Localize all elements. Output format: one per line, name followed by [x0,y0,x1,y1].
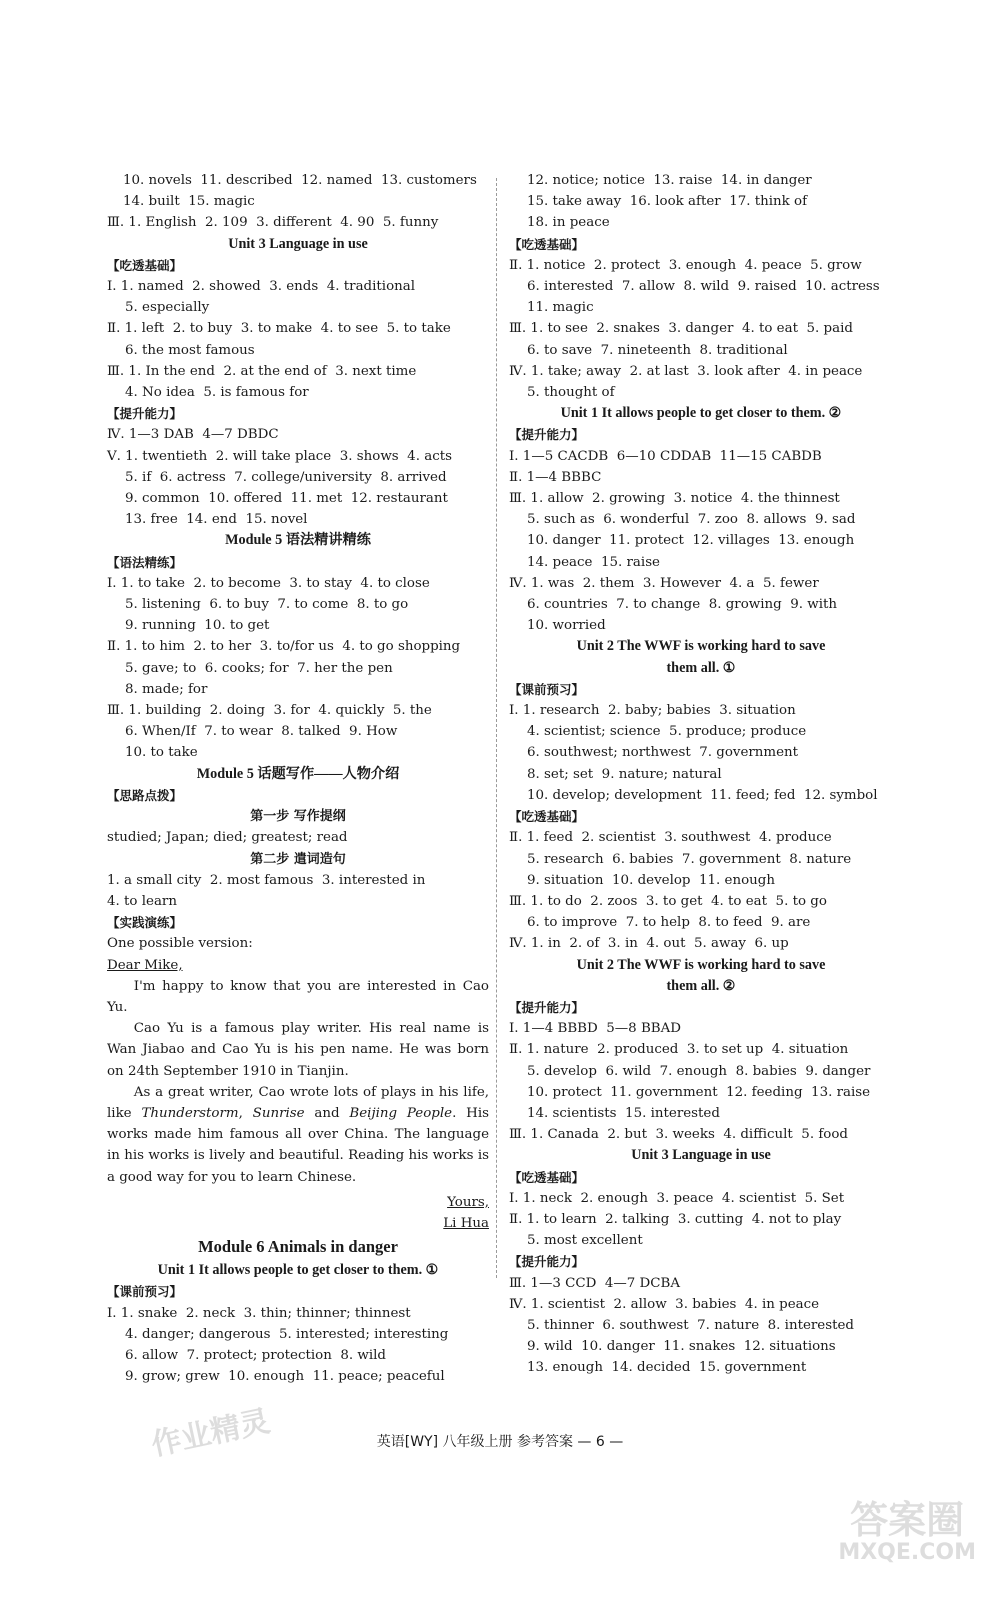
section-heading: Unit 3 Language in use [228,235,368,252]
answer-line: 5. such as 6. wonderful 7. zoo 8. allows 9. sad [527,512,856,528]
letter-greeting: Dear Mike, [107,957,183,973]
answer-line: 6. the most famous [125,342,255,358]
section-tag: 【实践演练】 [107,915,183,931]
answer-line: 8. set; set 9. nature; natural [527,766,722,782]
answer-line: 14. peace 15. raise [527,554,660,570]
section-heading: them all. ② [666,977,736,994]
answer-line: Ⅱ. 1. notice 2. protect 3. enough 4. peace 5. grow [509,257,862,273]
answer-line: Ⅱ. 1. left 2. to buy 3. to make 4. to see 5. to take [107,321,451,337]
answer-line: Ⅲ. 1. building 2. doing 3. for 4. quickly 5. the [107,703,432,719]
section-tag: 【提升能力】 [107,406,183,422]
answer-line: Ⅰ. 1. snake 2. neck 3. thin; thinner; thinnest [107,1305,411,1321]
paragraph-text: , [238,1105,253,1121]
answer-line: 6. to save 7. nineteenth 8. traditional [527,342,788,358]
section-heading: Module 5 语法精讲精练 [225,532,371,549]
section-heading: Unit 1 It allows people to get closer to them. ① [157,1262,439,1279]
answer-line: Ⅰ. 1. to take 2. to become 3. to stay 4. to close [107,575,430,591]
answer-line: 9. running 10. to get [125,618,270,634]
answer-line: Ⅲ. 1. to see 2. snakes 3. danger 4. to eat 5. paid [509,321,853,337]
paragraph-text: . His works made him famous all over China. The language in his works is lively and beautiful. Reading his works is a good way for you to learn Chinese. [107,1105,489,1185]
answer-line: 13. free 14. end 15. novel [125,512,308,528]
answer-line: studied; Japan; died; greatest; read [107,830,348,846]
answer-line: 4. scientist; science 5. produce; produce [527,724,807,740]
answer-line: Ⅱ. 1. to learn 2. talking 3. cutting 4. not to play [509,1211,842,1227]
section-tag: 【提升能力】 [509,1254,585,1270]
answer-line: Ⅱ. 1. nature 2. produced 3. to set up 4. situation [509,1042,849,1058]
answer-line: 14. built 15. magic [123,194,255,210]
page-footer: 英语[WY] 八年级上册 参考答案 — 6 — [376,1434,624,1450]
section-heading: Unit 2 The WWF is working hard to save [576,956,826,973]
answer-line: 15. take away 16. look after 17. think of [527,194,808,210]
watermark-logo: 作业精灵 [148,1403,274,1464]
section-tag: 【语法精练】 [107,554,183,570]
answer-line: 12. notice; notice 13. raise 14. in danger [527,173,812,188]
answer-line: Ⅴ. 1. twentieth 2. will take place 3. shows 4. acts [107,448,452,464]
answer-line: 13. enough 14. decided 15. government [527,1360,807,1376]
work-title: Thunderstorm [141,1105,239,1121]
work-title: Beijing People [349,1105,453,1121]
paragraph-text: and [304,1105,350,1121]
answer-line: Ⅰ. 1. research 2. baby; babies 3. situation [509,703,796,719]
work-title: Sunrise [252,1105,305,1121]
section-heading: Unit 3 Language in use [631,1147,771,1164]
answer-line: 5. research 6. babies 7. government 8. nature [527,851,852,867]
answer-line: 10. danger 11. protect 12. villages 13. enough [527,533,855,549]
module-heading: Module 6 Animals in danger [198,1237,398,1257]
answer-line: 6. interested 7. allow 8. wild 9. raised 10. actress [527,279,880,295]
answer-line: 4. to learn [107,893,177,909]
section-tag: 【吃透基础】 [509,1169,585,1185]
answer-line: 9. wild 10. danger 11. snakes 12. situations [527,1339,836,1355]
section-tag: 【思路点拨】 [107,787,183,803]
letter-signature: Li Hua [443,1215,489,1231]
watermark-text: MXQE.COM [838,1540,976,1565]
letter-closing: Yours, [447,1194,489,1210]
answer-line: 8. made; for [125,681,208,697]
answer-line: 1. a small city 2. most famous 3. interested in [107,872,426,888]
answer-line: Ⅰ. 1. named 2. showed 3. ends 4. traditional [107,279,416,295]
answer-line: Ⅲ. 1. Canada 2. but 3. weeks 4. difficult 5. food [509,1127,848,1143]
section-tag: 【课前预习】 [107,1284,183,1300]
left-column [107,170,489,1387]
answer-line: 11. magic [527,300,594,316]
right-column [509,170,893,1379]
answer-line: 5. especially [125,300,210,316]
answer-line: Ⅳ. 1—3 DAB 4—7 DBDC [107,427,279,443]
section-tag: 【吃透基础】 [509,809,585,825]
answer-line: Ⅲ. 1. English 2. 109 3. different 4. 90 5. funny [107,215,439,231]
answer-line: 4. danger; dangerous 5. interested; interesting [125,1326,449,1342]
answer-line: 9. situation 10. develop 11. enough [527,872,775,888]
section-heading: Unit 2 The WWF is working hard to save [576,638,826,655]
letter-paragraph: Cao Yu is a famous play writer. His real name is Wan Jiabao and Cao Yu is his pen name. He was born on 24th September 1910 in Tianjin. [107,1021,489,1079]
answer-line: 5. thought of [527,385,615,401]
answer-line: 14. scientists 15. interested [527,1105,720,1121]
answer-line: 9. grow; grew 10. enough 11. peace; peaceful [125,1369,445,1385]
answer-line: 10. worried [527,618,606,634]
watermark-logo [838,1500,976,1566]
answer-line: 18. in peace [527,215,610,231]
section-tag: 【吃透基础】 [107,257,183,273]
answer-line: Ⅱ. 1. feed 2. scientist 3. southwest 4. produce [509,830,832,846]
letter-paragraph [107,1082,489,1188]
letter-paragraph: I'm happy to know that you are interested in Cao Yu. [107,978,489,1015]
answer-line: 6. allow 7. protect; protection 8. wild [125,1347,386,1363]
answer-line: 5. listening 6. to buy 7. to come 8. to go [125,597,409,613]
answer-line: 10. novels 11. described 12. named 13. customers [123,173,477,188]
answer-line: 9. common 10. offered 11. met 12. restaurant [125,491,448,507]
answer-line: Ⅲ. 1—3 CCD 4—7 DCBA [509,1275,681,1291]
answer-line: 4. No idea 5. is famous for [125,385,309,401]
answer-line: Ⅲ. 1. to do 2. zoos 3. to get 4. to eat 5. to go [509,893,827,909]
answer-line: Ⅲ. 1. allow 2. growing 3. notice 4. the thinnest [509,491,840,507]
answer-line: Ⅲ. 1. In the end 2. at the end of 3. next time [107,363,417,379]
answer-line: Ⅱ. 1. to him 2. to her 3. to/for us 4. to go shopping [107,639,461,655]
answer-line: 6. southwest; northwest 7. government [527,745,799,761]
answer-line: 5. if 6. actress 7. college/university 8. arrived [125,469,447,485]
answer-line: One possible version: [107,936,253,952]
answer-line: Ⅰ. 1. neck 2. enough 3. peace 4. scientist 5. Set [509,1190,845,1206]
answer-line: 5. thinner 6. southwest 7. nature 8. interested [527,1317,854,1333]
answer-line: 6. When/If 7. to wear 8. talked 9. How [125,724,398,740]
section-tag: 【提升能力】 [509,999,585,1015]
section-tag: 【课前预习】 [509,681,585,697]
section-heading: Module 5 话题写作——人物介绍 [196,765,400,782]
section-tag: 【吃透基础】 [509,236,585,252]
section-tag: 【提升能力】 [509,427,585,443]
answer-line: Ⅰ. 1—5 CACDB 6—10 CDDAB 11—15 CABDB [509,448,822,464]
step-heading: 第一步 写作提纲 [250,809,346,825]
answer-line: 5. develop 6. wild 7. enough 8. babies 9. danger [527,1063,871,1079]
answer-line: Ⅱ. 1—4 BBBC [509,469,602,485]
section-heading: them all. ① [666,659,736,676]
answer-line: Ⅰ. 1—4 BBBD 5—8 BBAD [509,1021,682,1037]
answer-line: 10. to take [125,745,198,761]
section-heading: Unit 1 It allows people to get closer to them. ② [560,405,842,422]
answer-line: Ⅳ. 1. in 2. of 3. in 4. out 5. away 6. up [509,936,789,952]
answer-line: 10. protect 11. government 12. feeding 13. raise [527,1084,871,1100]
answer-line: 6. to improve 7. to help 8. to feed 9. are [527,915,811,931]
answer-line: Ⅳ. 1. scientist 2. allow 3. babies 4. in peace [509,1296,820,1312]
step-heading: 第二步 遣词造句 [250,851,346,867]
watermark-text: 答案圈 [850,1498,965,1542]
answer-line: 6. countries 7. to change 8. growing 9. with [527,597,837,613]
answer-line: Ⅳ. 1. take; away 2. at last 3. look after 4. in peace [509,363,863,379]
answer-line: 5. most excellent [527,1233,643,1249]
answer-line: 10. develop; development 11. feed; fed 12. symbol [527,787,878,803]
answer-line: 5. gave; to 6. cooks; for 7. her the pen [125,660,393,676]
answer-line: Ⅳ. 1. was 2. them 3. However 4. a 5. fewer [509,575,819,591]
paragraph-text: As a great writer, Cao wrote lots of plays in his life, like [107,1084,489,1121]
column-divider [496,178,497,1278]
